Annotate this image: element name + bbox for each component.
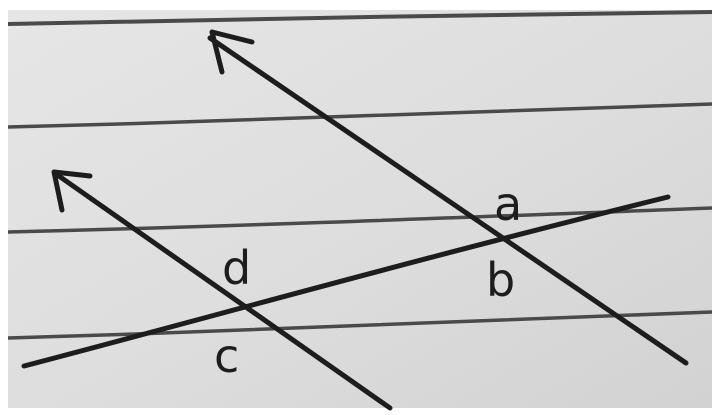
angle-label-c: c	[214, 329, 240, 383]
angle-label-b: b	[486, 253, 516, 307]
paper-background	[8, 10, 712, 408]
angle-label-a: a	[494, 177, 523, 231]
angle-label-d: d	[222, 241, 252, 295]
